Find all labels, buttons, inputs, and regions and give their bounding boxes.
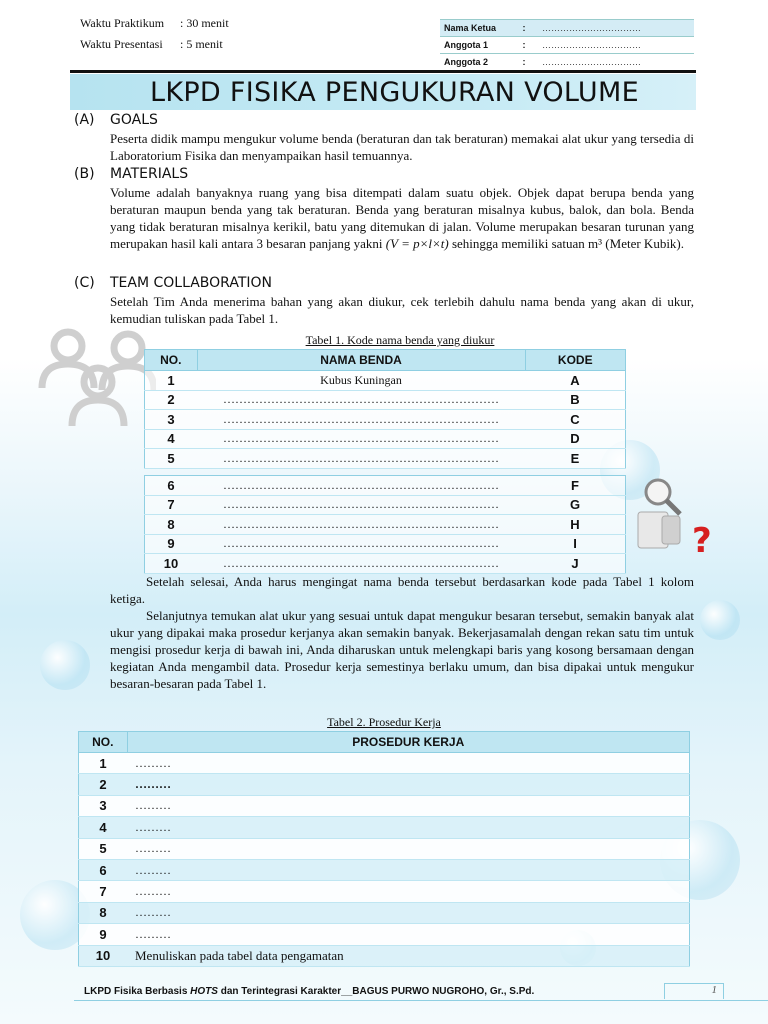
benda-name-field[interactable]: …………………………………………………………… [197,390,525,410]
water-bubble [40,640,90,690]
benda-name-field[interactable]: …………………………………………………………… [197,410,525,430]
section-goals-heading: (A) GOALS [74,112,158,128]
table-row: 4 …………………………………………………………… D [145,429,626,449]
svg-text:?: ? [692,521,712,561]
table2-caption: Tabel 2. Prosedur Kerja [327,715,441,729]
procedure-field[interactable]: ……… [127,924,690,945]
benda-name-field[interactable]: …………………………………………………………… [197,429,525,449]
benda-name-field[interactable]: …………………………………………………………… [197,534,525,554]
section-materials-heading: (B) MATERIALS [74,166,189,182]
table-row: 6 …………………………………………………………… F [145,476,626,496]
table-row: 9 ……… [79,924,690,945]
procedure-field[interactable]: ……… [127,774,690,795]
procedure-field[interactable]: ……… [127,753,690,774]
table-row: 2 ……… [79,774,690,795]
procedure-field[interactable]: Menuliskan pada tabel data pengamatan [127,945,690,966]
table-row: 8 …………………………………………………………… H [145,515,626,535]
praktikum-time: Waktu Praktikum : 30 menit [80,16,229,30]
table-row: 8 ……… [79,902,690,923]
team-row: Nama Ketua : …………………………… [440,20,694,37]
table-row: 6 ……… [79,859,690,880]
procedure-field[interactable]: ……… [127,817,690,838]
procedure-field[interactable]: ……… [127,795,690,816]
procedure-field[interactable]: ……… [127,838,690,859]
table2-procedure [78,731,690,967]
procedure-field[interactable]: ……… [127,881,690,902]
benda-name-field[interactable]: …………………………………………………………… [197,515,525,535]
table-row: 2 …………………………………………………………… B [145,390,626,410]
magnifier-question-icon [628,472,724,562]
table-row: 7 ……… [79,881,690,902]
table-row: 10 …………………………………………………………… J [145,554,626,574]
table-row: 9 …………………………………………………………… I [145,534,626,554]
instruction-paragraph-1: Setelah selesai, Anda harus mengingat nama benda tersebut berdasarkan kode pada Tabel 1 kolom ketiga. [110,574,694,606]
benda-name-field[interactable]: …………………………………………………………… [197,554,525,574]
benda-name-field[interactable]: …………………………………………………………… [197,495,525,515]
title-rule [70,70,696,73]
team-row: Anggota 1 : …………………………… [440,37,694,54]
team-name-field[interactable]: …………………………… [538,54,694,71]
table-row: 10 Menuliskan pada tabel data pengamatan [79,945,690,966]
table1-caption: Tabel 1. Kode nama benda yang diukur [305,333,495,347]
table-row: 5 ……… [79,838,690,859]
procedure-field[interactable]: ……… [127,859,690,880]
table-header-row: NO. PROSEDUR KERJA [79,732,690,753]
team-row: Anggota 2 : …………………………… [440,54,694,71]
team-name-field[interactable]: …………………………… [538,37,694,54]
table-row: 3 ……… [79,795,690,816]
table-row: 1 ……… [79,753,690,774]
page-number: 1 [664,983,724,999]
table-row: 3 …………………………………………………………… C [145,410,626,430]
water-bubble [700,600,740,640]
table-row: 1 Kubus Kuningan A [145,371,626,391]
table1-bottom [144,475,626,574]
table-header-row: NO. NAMA BENDA KODE [145,350,626,371]
team-people-icon [36,318,156,430]
footer-rule [74,1000,768,1001]
benda-name-field[interactable]: …………………………………………………………… [197,476,525,496]
goals-text: Peserta didik mampu mengukur volume benda (beraturan dan tak beraturan) memakai alat ukur yang tersedia di Laboratorium Fisika dan menyampaikan hasil temuannya. [110,131,694,163]
page-title: LKPD FISIKA PENGUKURAN VOLUME [150,77,639,108]
section-collaboration-heading: (C) TEAM COLLABORATION [74,275,272,291]
team-members-box [440,19,694,71]
instruction-paragraph-2: Selanjutnya temukan alat ukur yang sesuai untuk dapat mengukur besaran tersebut, semakin banyak alat ukur yang dipakai maka prosedur kerjanya akan semakin banyak. Bekerjasamalah dengan rekan satu tim untuk mengisi prosedur kerja di bawah ini, Anda diharuskan untuk melengkapi baris yang kosong bersamaan dengan kegiatan Anda mengambil data. Prosedur kerja semestinya berlaku umum, dan bisa dipakai untuk mengukur besaran-besaran pada Tabel 1. [110,608,694,691]
team-name-field[interactable]: …………………………… [538,20,694,37]
table-row: 5 …………………………………………………………… E [145,449,626,469]
table1-top [144,349,626,469]
table-row: 4 ……… [79,817,690,838]
footer-text: LKPD Fisika Berbasis HOTS dan Terintegrasi Karakter__BAGUS PURWO NUGROHO, Gr., S.Pd. [84,986,535,997]
collaboration-text: Setelah Tim Anda menerima bahan yang akan diukur, cek terlebih dahulu nama benda yang akan di ukur, kemudian tuliskan pada Tabel 1. [110,294,694,326]
procedure-field[interactable]: ……… [127,902,690,923]
presentasi-time: Waktu Presentasi : 5 menit [80,37,223,51]
table-row: 7 …………………………………………………………… G [145,495,626,515]
materials-text: Volume adalah banyaknya ruang yang bisa ditempati dalam suatu objek. Objek dapat berupa benda yang beraturan maupun benda yang tak beraturan. Benda yang beraturan misalnya kubus, balok, dan bola. Benda yang tidak beraturan misalnya kerikil, batu yang ditemukan di jalan. Volume merupakan besaran turunan yang merupakan hasil kali antara 3 besaran panjang yakni (V = p×l×t) sehingga memiliki satuan m³ (Meter Kubik). [110,185,694,251]
benda-name-field[interactable]: …………………………………………………………… [197,449,525,469]
